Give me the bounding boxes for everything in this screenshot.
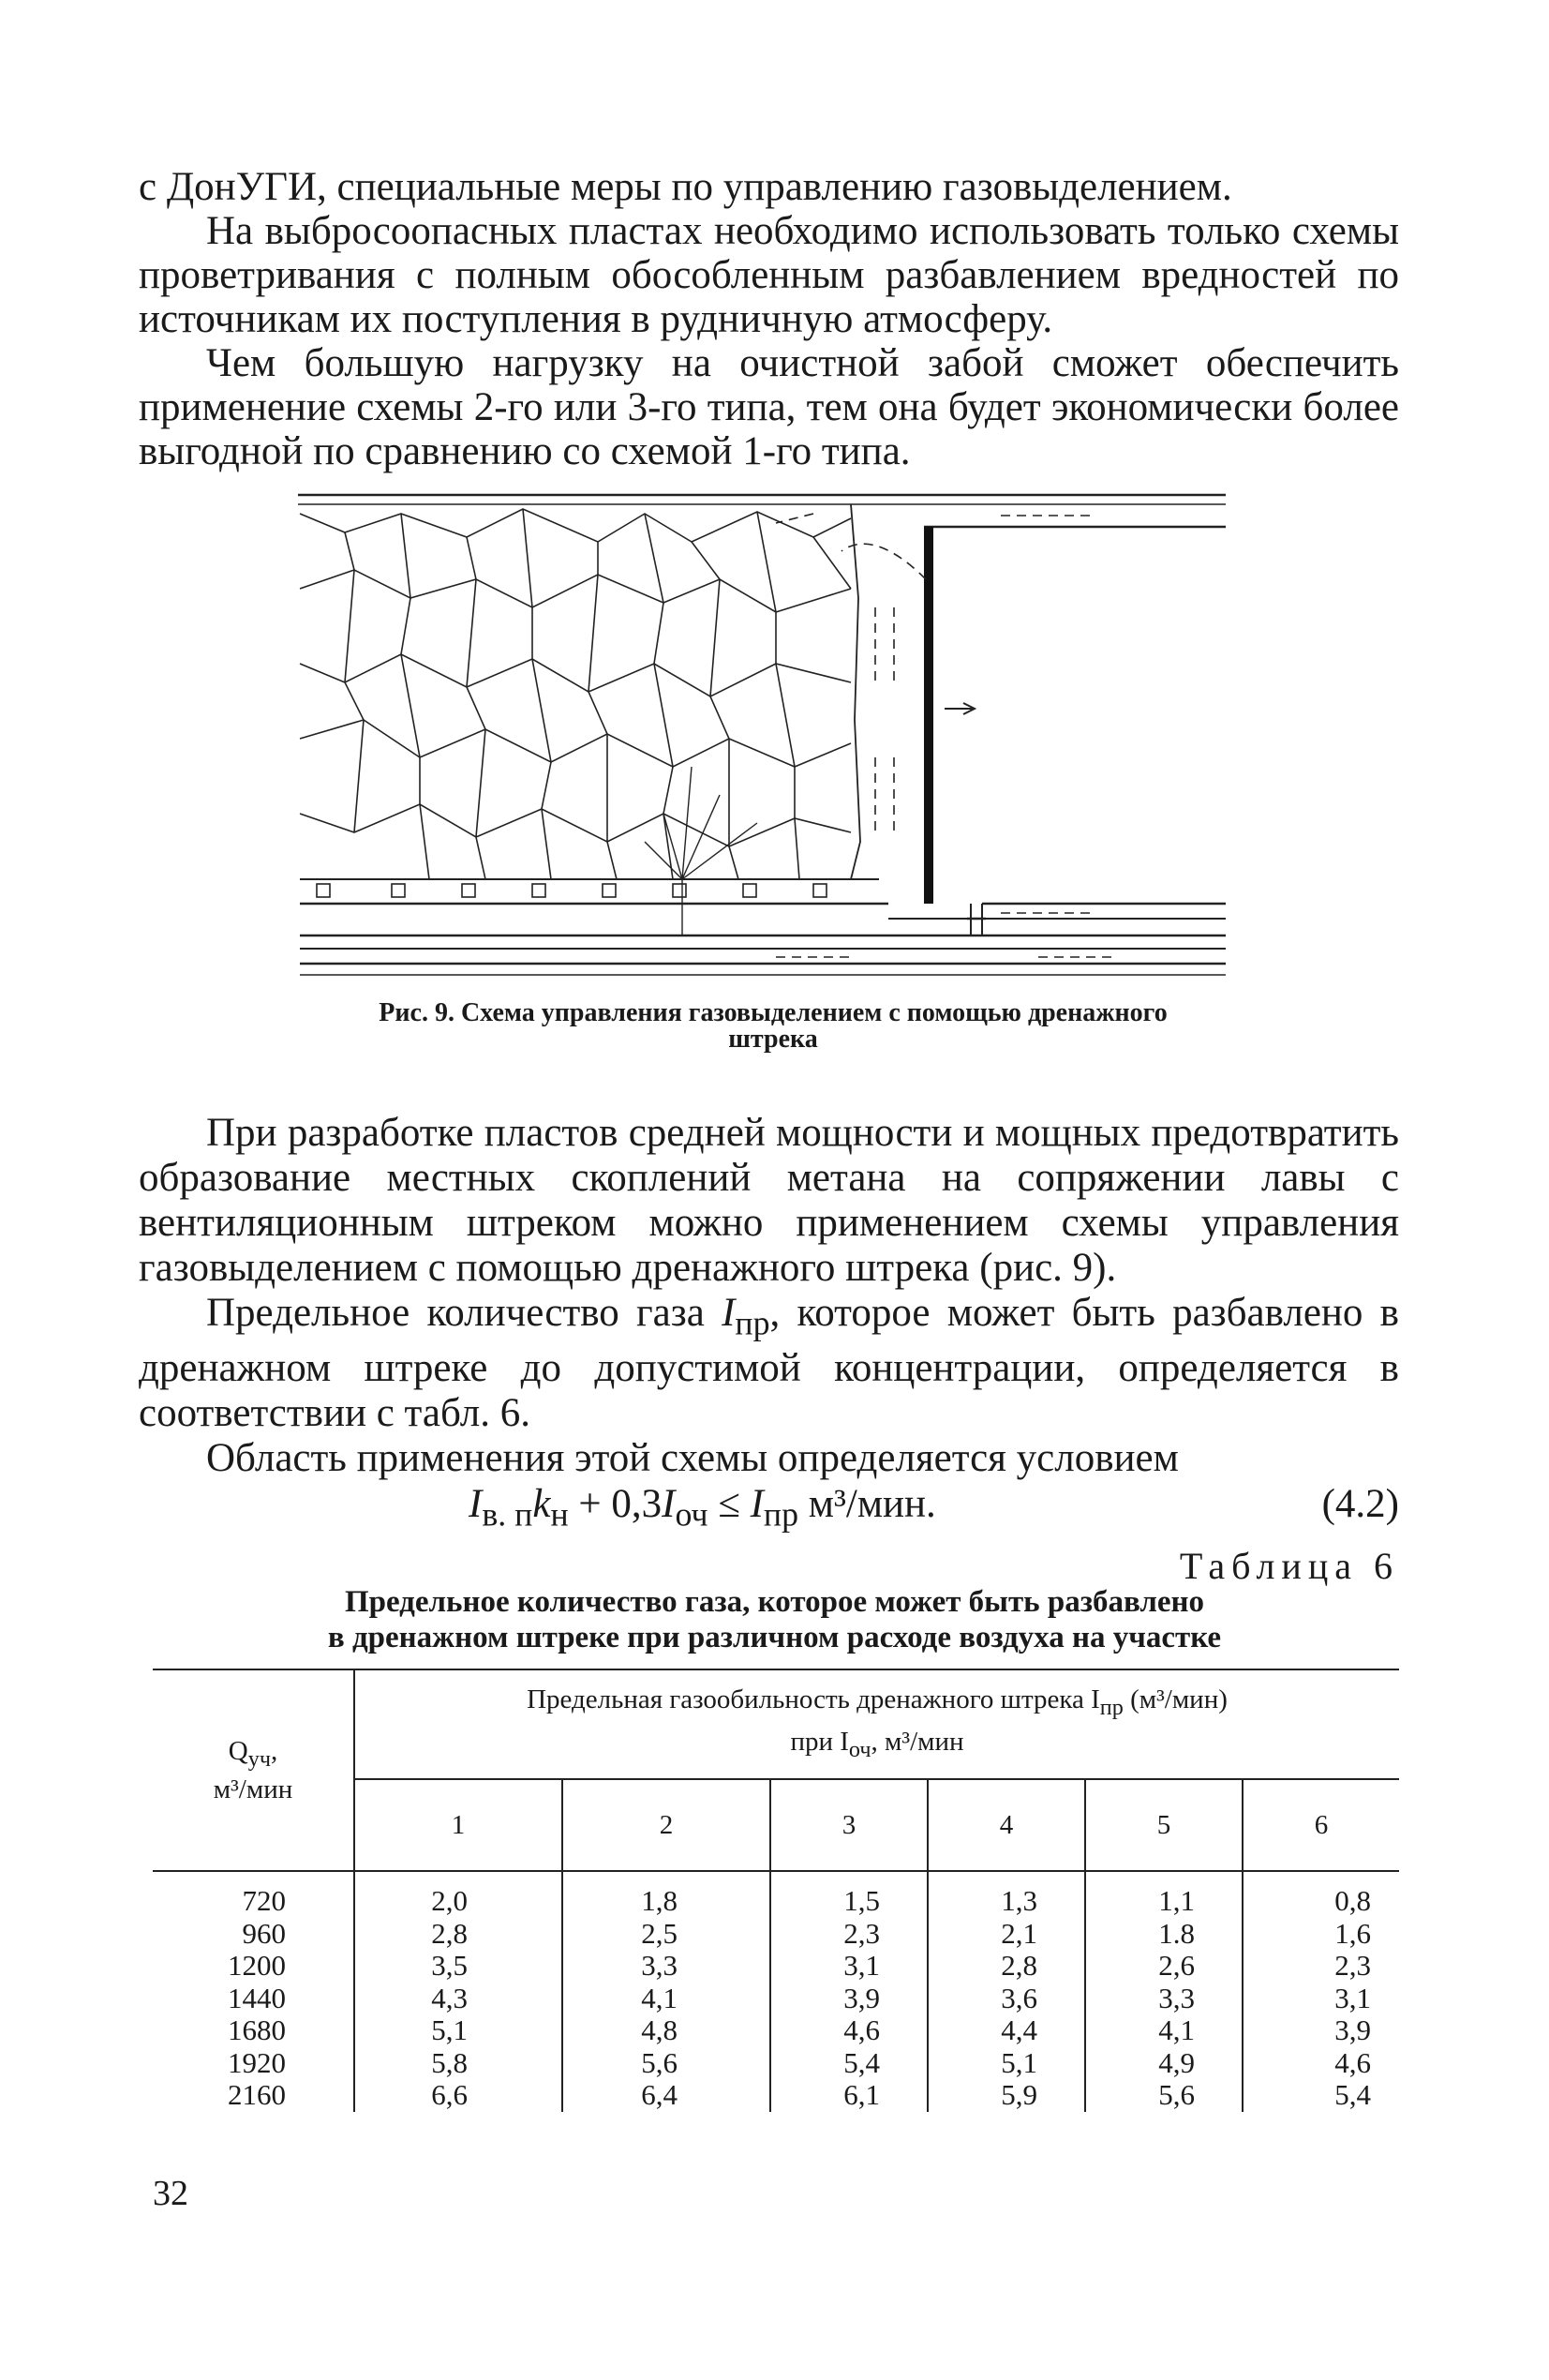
figure-drainage-scheme [289,486,1244,996]
formula-number: (4.2) [1321,1482,1399,1526]
formula-s4: пр [763,1495,799,1534]
table-cell: 4,6 [1334,2045,1371,2079]
table-cell: 0,8 [1334,1884,1371,1917]
header-q-sym: Q [228,1736,248,1767]
header-main [354,1669,1399,1779]
table-cell: 1.8 [1158,1916,1195,1950]
col-header-2: 2 [562,1779,770,1871]
table-cell: 5,9 [1001,2078,1037,2111]
col-values-1 [354,1871,562,2112]
header-main-c: при I [790,1726,849,1757]
table-cell: 2,3 [843,1916,880,1950]
page-number: 32 [153,2174,188,2213]
paragraph-1: с ДонУГИ, специальные меры по управлению газовыделением. [139,165,1232,209]
formula-unit: м³/мин. [798,1482,936,1526]
formula-mid: + 0,3 [568,1482,663,1526]
symbol-i: I [722,1291,736,1335]
table-cell: 6,1 [843,2078,880,2111]
formula-i2: I [662,1482,676,1526]
header-q-sub: уч [247,1745,271,1772]
table-cell: 2,5 [641,1916,678,1950]
caption-line-1: Рис. 9. Схема управления газовыделением с помощью дренажного [379,998,1168,1027]
table-cell: 2,1 [1001,1916,1037,1950]
table-cell: 6,4 [641,2078,678,2111]
table-title [150,1584,1399,1655]
paragraph-5-before: Предельное количество газа [206,1291,722,1335]
table-cell: 4,8 [641,2013,678,2046]
header-q: $Q_{уч}$, м³/мин [153,1669,354,1871]
table-cell: 1,6 [1334,1916,1371,1950]
table-title-line-2: в дренажном штреке при различном расходе воздуха на участке [327,1621,1222,1654]
table-cell: 4,1 [641,1981,678,2014]
q-value: 1200 [228,1949,286,1982]
gas-table [153,1669,1399,2112]
paragraph-6: Область применения этой схемы определяется условием [206,1435,1179,1480]
formula-k: k [532,1482,551,1526]
table-cell: 5,6 [1158,2078,1195,2111]
table-title-line-1: Предельное количество газа, которое может быть разбавлено [344,1585,1205,1619]
formula-4-2 [469,1481,936,1534]
table-cell: 3,6 [1001,1981,1037,2014]
header-main-b: (м³/мин) [1123,1684,1228,1714]
formula-s1: в. п [482,1495,533,1534]
table-cell: 4,3 [431,1981,468,2014]
header-main-a: Предельная газообильность дренажного штрека I [527,1684,1100,1714]
col-header-5: 5 [1085,1779,1243,1871]
q-value: 2160 [228,2078,286,2111]
symbol-sub: пр [735,1304,770,1342]
col-header-4: 4 [928,1779,1085,1871]
table-cell: 5,6 [641,2045,678,2079]
table-cell: 3,9 [1334,2013,1371,2046]
col-header-3: 3 [770,1779,928,1871]
q-value: 960 [242,1916,286,1950]
q-value: 1440 [228,1981,286,2014]
table-cell: 3,3 [1158,1981,1195,2014]
col-header-6: 6 [1314,1809,1329,1840]
table-cell: 2,3 [1334,1949,1371,1982]
formula-i1: I [469,1482,483,1526]
middle-text [139,1111,1399,1481]
table-cell: 1,5 [843,1884,880,1917]
table-cell: 6,6 [431,2078,468,2111]
table-cell: 5,4 [843,2045,880,2079]
formula-s2: н [550,1495,569,1534]
paragraph-2: На выбросоопасных пластах необходимо использовать только схемы проветривания с полным обособленным разбавлением вредностей по источникам их поступления в рудничную атмосферу. [139,209,1399,341]
paragraph-4: При разработке пластов средней мощности и мощных предотвратить образование местных скоплений метана на сопряжении лавы с вентиляционным штреком можно применением схемы управления газовыделением с помощью дренажного штрека (рис. 9). [139,1111,1399,1290]
table-label: Таблица 6 [1179,1545,1399,1587]
table-cell: 3,1 [843,1949,880,1982]
col-values-2 [562,1871,770,2112]
table-cell: 4,1 [1158,2013,1195,2046]
table-cell: 3,9 [843,1981,880,2014]
col-header-1: 1 [354,1779,562,1871]
q-value: 1680 [228,2013,286,2046]
table-cell: 3,3 [641,1949,678,1982]
table-cell: 2,0 [431,1884,468,1917]
table-cell: 4,6 [843,2013,880,2046]
table-cell: 5,4 [1334,2078,1371,2111]
table-cell: 5,1 [431,2013,468,2046]
table-cell: 2,8 [431,1916,468,1950]
col-values-5 [1085,1871,1243,2112]
paragraph-5-after: , которое может быть разбавлено в дренажном штреке до допустимой концентрации, определяется в соответствии с табл. 6. [139,1291,1399,1435]
header-main-sub: пр [1099,1694,1124,1720]
table-cell: 1,8 [641,1884,678,1917]
table-cell: 3,5 [431,1949,468,1982]
formula-i3: I [750,1482,764,1526]
table-cell: 5,8 [431,2045,468,2079]
figure-caption [272,1000,1274,1053]
table-cell: 2,6 [1158,1949,1195,1982]
col-q-values [153,1871,354,2112]
col-values-4 [928,1871,1085,2112]
table-cell: 4,4 [1001,2013,1037,2046]
table-cell: 2,8 [1001,1949,1037,1982]
formula-s3: оч [675,1495,708,1534]
paragraph-5 [139,1291,1399,1436]
header-main-sub2: оч [848,1736,871,1762]
table-cell: 1,3 [1001,1884,1037,1917]
paragraph-3: Чем большую нагрузку на очистной забой сможет обеспечить применение схемы 2-го или 3-го типа, тем она будет экономически более выгодной по сравнению со схемой 1-го типа. [139,341,1399,473]
table-cell: 1,1 [1158,1884,1195,1917]
col-values-6 [1243,1871,1399,2112]
caption-line-2: штрека [728,1025,818,1054]
q-value: 720 [242,1884,286,1917]
col-values-3 [770,1871,928,2112]
header-q-unit: м³/мин [213,1774,293,1804]
top-text [139,165,1399,473]
q-value: 1920 [228,2045,286,2079]
table-cell: 3,1 [1334,1981,1371,2014]
table-cell: 4,9 [1158,2045,1195,2079]
table-cell: 5,1 [1001,2045,1037,2079]
formula-le: ≤ [707,1482,751,1526]
header-main-d: , м³/мин [871,1726,964,1757]
